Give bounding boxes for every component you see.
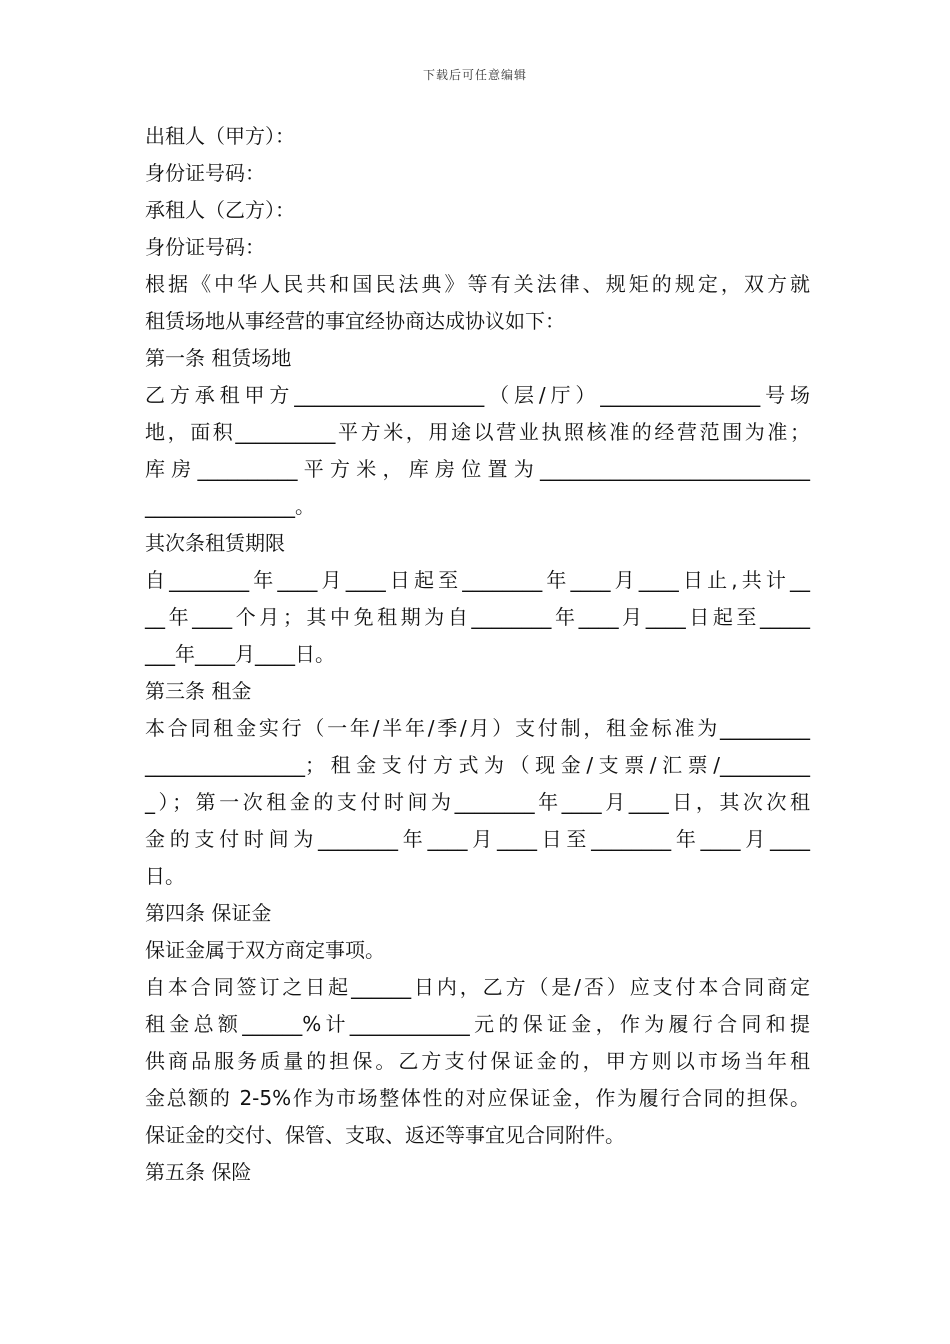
contract-line: 租赁场地从事经营的事宜经协商达成协议如下： (145, 309, 565, 333)
contract-line: ___年____月____日。 (145, 642, 335, 666)
contract-line: 乙方承租甲方___________________（层/厅）________________号场 (145, 383, 810, 407)
contract-line: _______________。 (145, 494, 315, 518)
contract-line: 身份证号码： (145, 161, 265, 185)
contract-line: 金的支付时间为________年____月____日至________年____月____ (145, 827, 810, 851)
contract-line: 第一条 租赁场地 (145, 346, 292, 370)
contract-line: 承租人（乙方）： (145, 198, 295, 222)
contract-line: 租金总额______%计____________元的保证金，作为履行合同和提 (145, 1012, 810, 1036)
contract-line: 地，面积__________平方米，用途以营业执照核准的经营范围为准； (145, 420, 810, 444)
contract-line: 金总额的 2-5%作为市场整体性的对应保证金，作为履行合同的担保。 (145, 1086, 810, 1110)
contract-line: 库房__________平方米，库房位置为___________________________ (145, 457, 810, 481)
contract-line: 保证金属于双方商定事项。 (145, 938, 385, 962)
contract-line: 第三条 租金 (145, 679, 252, 703)
page-header-note: 下载后可任意编辑 (422, 68, 527, 82)
contract-line: 身份证号码： (145, 235, 265, 259)
contract-line: _）；第一次租金的支付时间为________年____月____日，其次次租 (145, 790, 810, 814)
contract-line: 根据《中华人民共和国民法典》等有关法律、规矩的规定，双方就 (145, 272, 810, 296)
contract-line: 其次条租赁期限 (145, 531, 285, 555)
contract-line: 保证金的交付、保管、支取、返还等事宜见合同附件。 (145, 1123, 625, 1147)
contract-line: 供商品服务质量的担保。乙方支付保证金的，甲方则以市场当年租 (145, 1049, 810, 1073)
contract-line: ________________；租金支付方式为（现金/支票/汇票/_________ (145, 753, 810, 777)
contract-line: 日。 (145, 864, 185, 888)
contract-line: __年____个月；其中免租期为自________年____月____日起至_____ (145, 605, 810, 629)
contract-line: 自________年____月____日起至________年____月____日止,共计__ (145, 568, 810, 592)
contract-line: 自本合同签订之日起______日内，乙方（是/否）应支付本合同商定 (145, 975, 810, 999)
contract-line: 本合同租金实行（一年/半年/季/月）支付制，租金标准为_________ (145, 716, 810, 740)
contract-line: 第四条 保证金 (145, 901, 272, 925)
contract-body (145, 118, 810, 1191)
contract-line: 第五条 保险 (145, 1160, 252, 1184)
contract-line: 出租人（甲方）： (145, 124, 295, 148)
